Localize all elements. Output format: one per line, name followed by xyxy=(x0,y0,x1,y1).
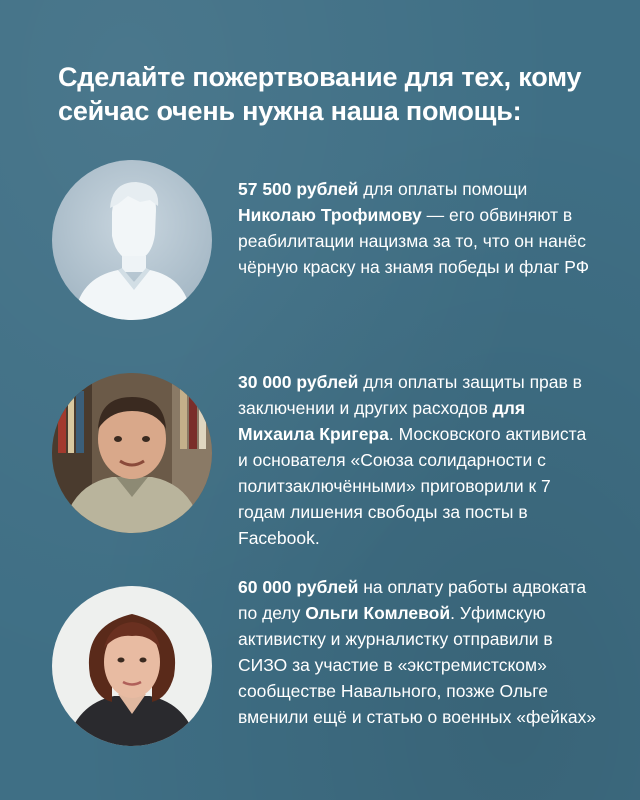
text-part: для оплаты помощи xyxy=(358,179,528,199)
recipient-name: для Михаила Кригера xyxy=(238,398,526,444)
text-part: — его обвиняют в реабилитации нацизма за то, что он нанёс чёрную краску на знамя победы и флаг РФ xyxy=(238,205,590,277)
donation-text xyxy=(238,176,598,280)
text-part: . Уфимскую активистку и журналистку отправили в СИЗО за участие в «экстремистском» сообществе Навального, позже Ольге вменили ещё и статью о военных «фейках» xyxy=(238,603,597,727)
person-placeholder-icon xyxy=(52,160,212,320)
avatar xyxy=(52,160,212,320)
text-part: на оплату работы адвоката по делу xyxy=(238,577,587,623)
woman-portrait-icon xyxy=(52,586,212,746)
amount: 57 500 рублей xyxy=(238,179,359,199)
donation-text xyxy=(238,574,598,730)
text-part: для оплаты защиты прав в заключении и других расходов xyxy=(238,372,582,418)
man-portrait-icon xyxy=(52,373,212,533)
donation-text xyxy=(238,369,598,551)
amount: 60 000 рублей xyxy=(238,577,359,597)
avatar xyxy=(52,373,212,533)
recipient-name: Николаю Трофимову xyxy=(238,205,422,225)
amount: 30 000 рублей xyxy=(238,372,359,392)
recipient-name: Ольги Комлевой xyxy=(305,603,451,623)
text-part: . Московского активиста и основателя «Союза солидарности с политзаключёнными» приговорили к 7 годам лишения свободы за посты в Facebook. xyxy=(238,424,587,548)
avatar xyxy=(52,586,212,746)
headline: Сделайте пожертвование для тех, кому сейчас очень нужна наша помощь: xyxy=(58,62,582,126)
